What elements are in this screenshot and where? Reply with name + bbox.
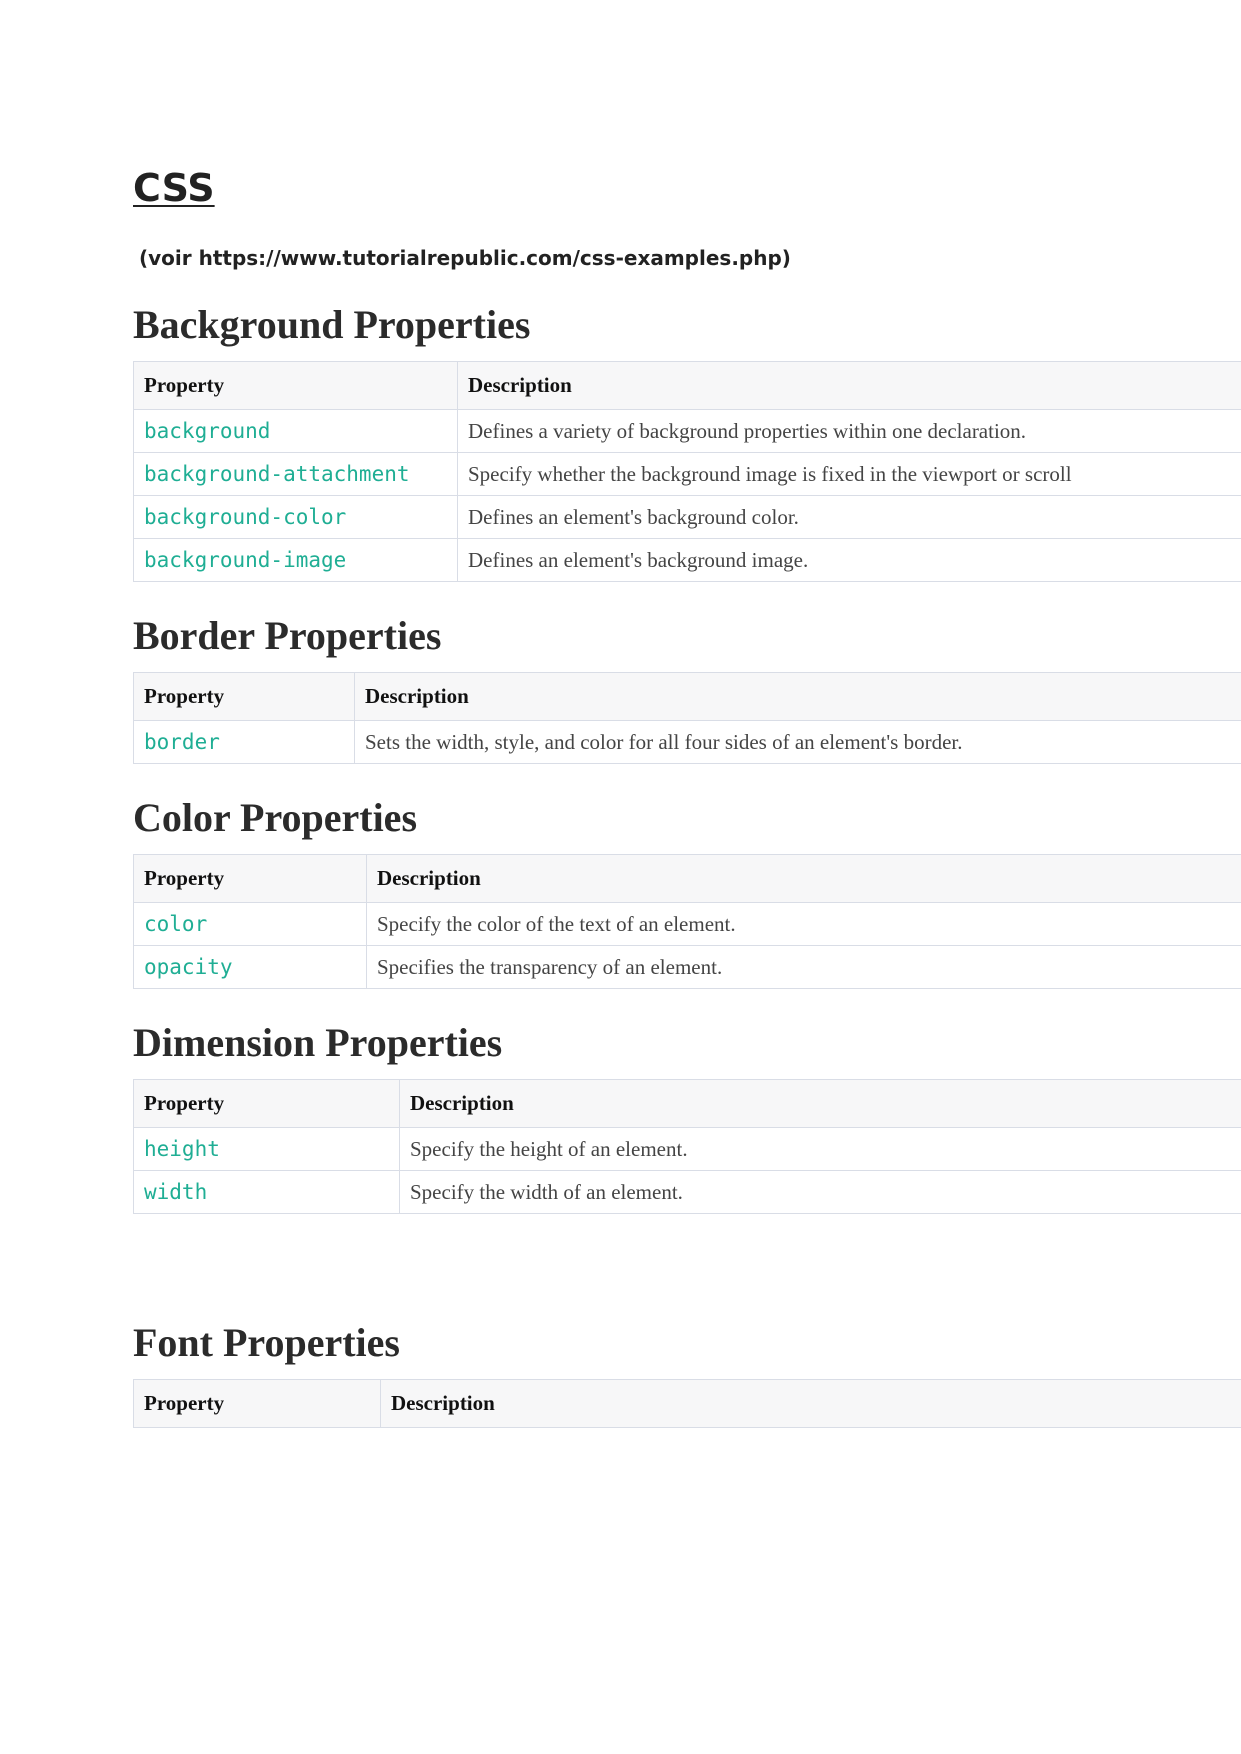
table-header-row	[134, 855, 1241, 903]
column-header-description: Description	[458, 362, 1241, 410]
section-heading: Color Properties	[133, 795, 418, 840]
property-name: height	[134, 1128, 400, 1171]
table-header-row	[134, 1080, 1241, 1128]
table-row	[134, 1171, 1241, 1214]
section-heading: Dimension Properties	[133, 1020, 503, 1065]
table-header-row	[134, 362, 1241, 410]
property-description: Specifies the transparency of an element.	[367, 946, 1241, 989]
table-header-row	[134, 1380, 1241, 1428]
property-description: Specify whether the background image is fixed in the viewport or scroll	[458, 453, 1241, 496]
table-row	[134, 410, 1241, 453]
column-header-property: Property	[134, 1380, 381, 1428]
properties-table	[133, 361, 1241, 582]
properties-table	[133, 672, 1241, 764]
section-font	[133, 1320, 1241, 1415]
property-name: border	[134, 721, 355, 764]
property-name: opacity	[134, 946, 367, 989]
section-background	[133, 302, 1241, 572]
table-row	[134, 1128, 1241, 1171]
property-name: background-attachment	[134, 453, 458, 496]
table-row	[134, 903, 1241, 946]
document-title: CSS	[133, 166, 215, 210]
column-header-description: Description	[355, 673, 1241, 721]
properties-table	[133, 1379, 1241, 1428]
column-header-property: Property	[134, 1080, 400, 1128]
reference-link-text: (voir https://www.tutorialrepublic.com/css-examples.php)	[139, 246, 791, 270]
property-description: Specify the color of the text of an element.	[367, 903, 1241, 946]
property-name: background	[134, 410, 458, 453]
column-header-property: Property	[134, 855, 367, 903]
table-row	[134, 721, 1241, 764]
table-row	[134, 946, 1241, 989]
section-dimension	[133, 1020, 1241, 1204]
property-name: width	[134, 1171, 400, 1214]
property-name: background-color	[134, 496, 458, 539]
section-heading: Background Properties	[133, 302, 531, 347]
section-border	[133, 613, 1241, 754]
property-description: Defines an element's background image.	[458, 539, 1241, 582]
column-header-property: Property	[134, 673, 355, 721]
table-header-row	[134, 673, 1241, 721]
properties-table	[133, 854, 1241, 989]
property-description: Sets the width, style, and color for all four sides of an element's border.	[355, 721, 1241, 764]
property-description: Defines an element's background color.	[458, 496, 1241, 539]
properties-table	[133, 1079, 1241, 1214]
column-header-property: Property	[134, 362, 458, 410]
column-header-description: Description	[367, 855, 1241, 903]
property-description: Specify the width of an element.	[400, 1171, 1241, 1214]
property-name: background-image	[134, 539, 458, 582]
column-header-description: Description	[400, 1080, 1241, 1128]
section-heading: Font Properties	[133, 1320, 400, 1365]
section-heading: Border Properties	[133, 613, 442, 658]
property-description: Specify the height of an element.	[400, 1128, 1241, 1171]
property-description: Defines a variety of background properties within one declaration.	[458, 410, 1241, 453]
column-header-description: Description	[381, 1380, 1241, 1428]
section-color	[133, 795, 1241, 979]
property-name: color	[134, 903, 367, 946]
table-row	[134, 496, 1241, 539]
document-page	[133, 0, 1241, 1754]
table-row	[134, 453, 1241, 496]
table-row	[134, 539, 1241, 582]
